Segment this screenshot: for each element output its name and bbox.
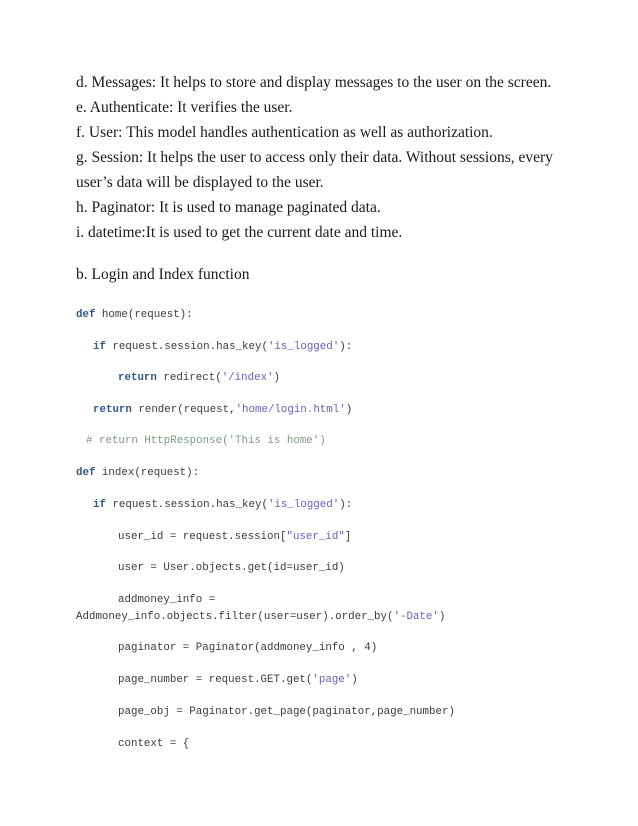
code-string: 'page': [312, 674, 352, 686]
code-line: [76, 610, 445, 624]
code-text: ): [273, 372, 281, 384]
code-string: 'home/login.html': [235, 404, 346, 416]
code-keyword: return: [93, 404, 132, 416]
code-line: [118, 673, 358, 687]
paragraph-datetime: i. datetime:It is used to get the current date and time.: [76, 224, 403, 241]
code-text: index(request):: [95, 467, 200, 479]
code-text: ):: [339, 341, 353, 353]
code-text: paginator = Paginator(addmoney_info , 4): [118, 642, 378, 654]
code-text: page_number = request.GET.get(: [118, 674, 313, 686]
paragraph-messages: d. Messages: It helps to store and display messages to the user on the screen.: [76, 74, 552, 91]
code-keyword: if: [93, 499, 106, 511]
code-text: ]: [344, 531, 352, 543]
code-string: 'is_logged': [267, 341, 340, 353]
code-text: ): [351, 674, 358, 686]
code-text: addmoney_info =: [118, 594, 216, 606]
code-keyword: def: [76, 467, 96, 479]
body-text: [76, 70, 616, 245]
code-keyword: return: [118, 372, 157, 384]
code-keyword: if: [93, 341, 106, 353]
code-text: render(request,: [131, 404, 236, 416]
paragraph-session-cont: user’s data will be displayed to the user.: [76, 174, 324, 191]
code-text: page_obj = Paginator.get_page(paginator,page_number): [118, 706, 455, 718]
code-text: ):: [339, 499, 353, 511]
code-line: [118, 737, 189, 751]
code-text: ): [345, 404, 353, 416]
code-line: [93, 498, 352, 512]
code-text: context = {: [118, 738, 190, 750]
code-text: redirect(: [156, 372, 222, 384]
paragraph-authenticate: e. Authenticate: It verifies the user.: [76, 99, 293, 116]
code-keyword: def: [76, 309, 96, 321]
code-line: [93, 340, 352, 354]
code-line: [118, 593, 215, 607]
code-line: [76, 308, 193, 322]
code-text: ): [438, 611, 446, 623]
paragraph-paginator: h. Paginator: It is used to manage paginated data.: [76, 199, 381, 216]
paragraph-user: f. User: This model handles authentication as well as authorization.: [76, 124, 493, 141]
code-text: request.session.has_key(: [105, 341, 268, 353]
code-text: user = User.objects.get(id=user_id): [118, 562, 345, 574]
code-text: home(request):: [95, 309, 193, 321]
paragraph-session: g. Session: It helps the user to access only their data. Without sessions, every: [76, 149, 553, 166]
code-string: 'is_logged': [267, 499, 340, 511]
code-string: "user_id": [286, 531, 345, 543]
code-text: request.session.has_key(: [105, 499, 268, 511]
code-text: Addmoney_info.objects.filter(user=user).order_by(: [76, 611, 394, 623]
section-heading: b. Login and Index function: [76, 266, 250, 283]
code-string: '/index': [221, 372, 274, 384]
code-line: [118, 371, 280, 385]
code-line: [118, 705, 455, 719]
code-string: '-Date': [393, 611, 439, 623]
code-line: [118, 641, 377, 655]
code-line: [93, 403, 352, 417]
code-line: [118, 561, 345, 575]
code-text: user_id = request.session[: [118, 531, 287, 543]
code-line: [86, 434, 326, 448]
code-comment: # return HttpResponse('This is home'): [86, 435, 326, 447]
code-line: [76, 466, 199, 480]
code-line: [118, 530, 351, 544]
